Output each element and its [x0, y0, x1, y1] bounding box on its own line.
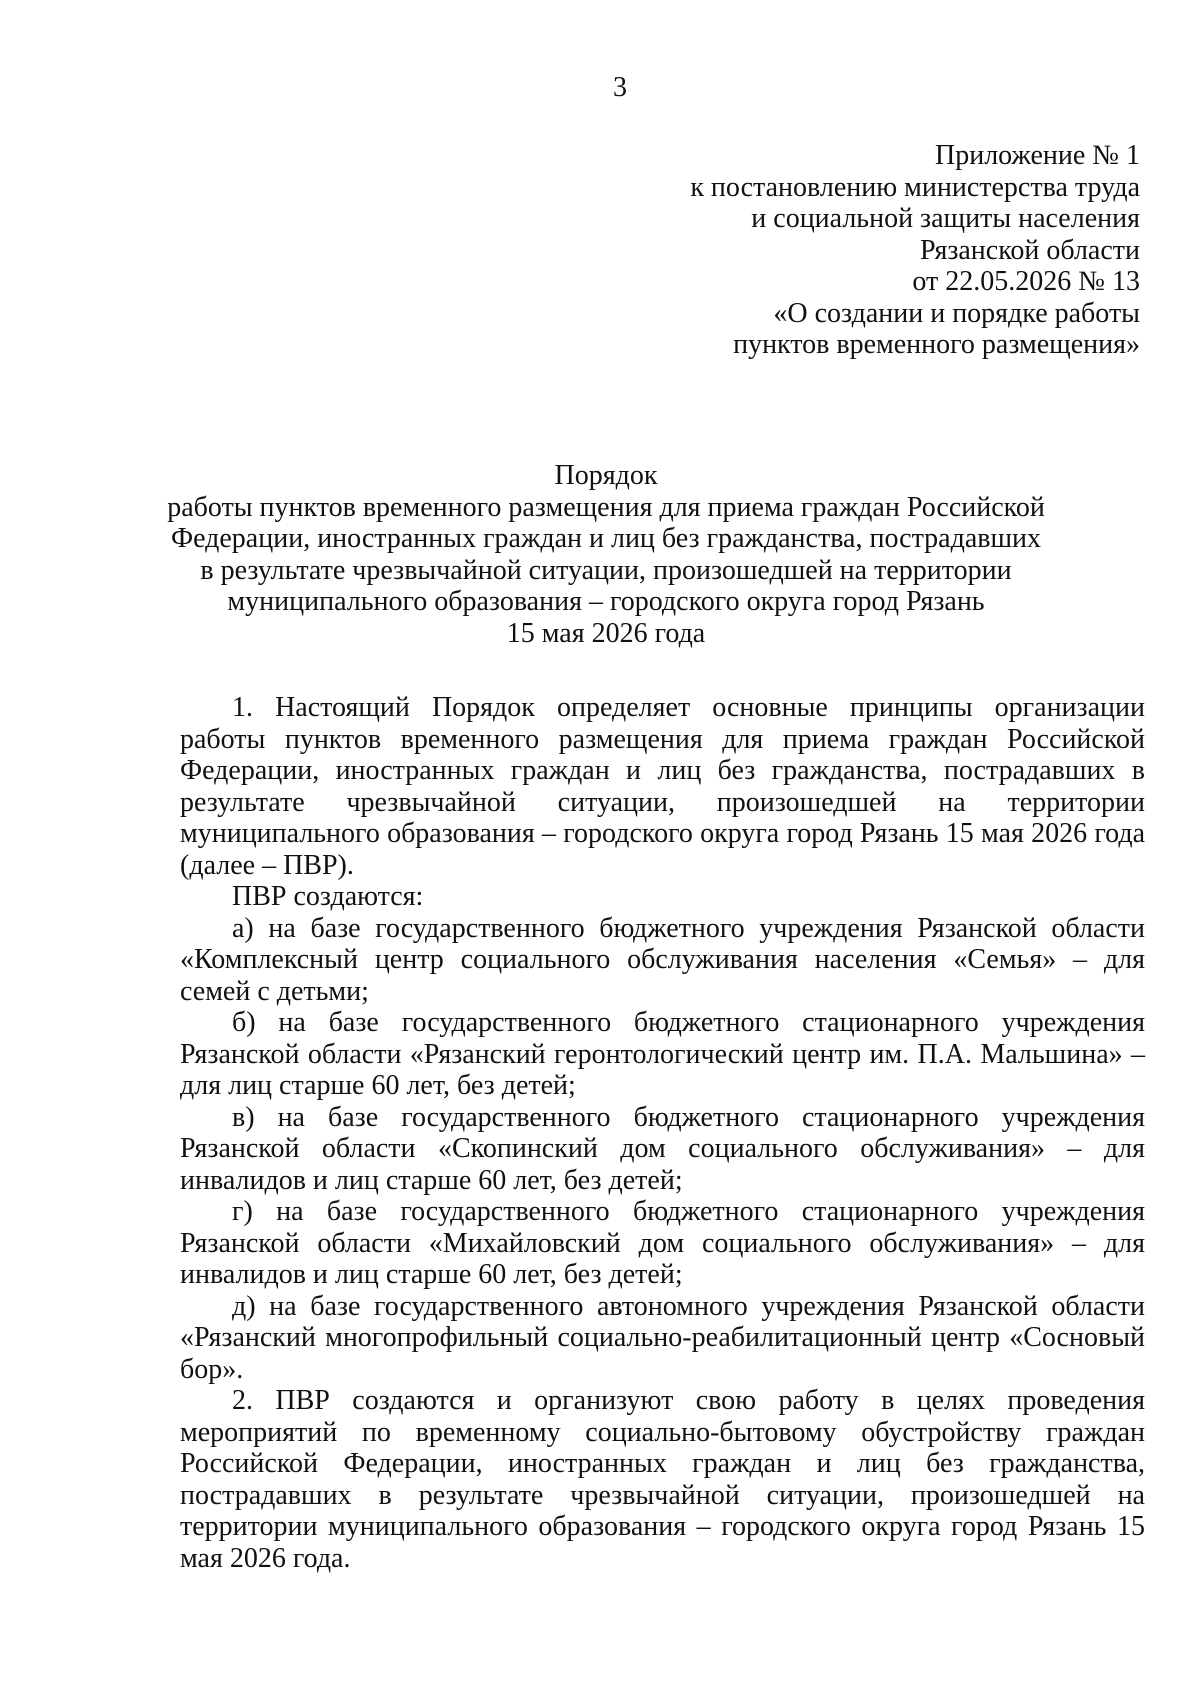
- title-line: Федерации, иностранных граждан и лиц без гражданства, пострадавших: [170, 523, 1042, 554]
- title-line: работы пунктов временного размещения для приема граждан Российской: [167, 491, 1045, 523]
- title-line: в результате чрезвычайной ситуации, произошедшей на территории: [200, 554, 1012, 586]
- list-item-g: г) на базе государственного бюджетного стационарного учреждения Рязанской области «Михайловский дом социального обслуживания» – для инвалидов и лиц старше 60 лет, без детей;: [180, 1196, 1145, 1290]
- list-item-v: в) на базе государственного бюджетного стационарного учреждения Рязанской области «Скопинский дом социального обслуживания» – для инвалидов и лиц старше 60 лет, без детей;: [180, 1101, 1145, 1196]
- appendix-line: от 22.05.2026 № 13: [912, 266, 1140, 297]
- appendix-line: пунктов временного размещения»: [733, 329, 1140, 360]
- title-heading: Порядок: [554, 460, 658, 491]
- list-item-d: д) на базе государственного автономного учреждения Рязанской области «Рязанский многопрофильный социально-реабилитационный центр «Сосновый бор».: [180, 1290, 1145, 1385]
- appendix-line: Приложение № 1: [935, 140, 1140, 171]
- page-number: 3: [613, 72, 627, 103]
- document-title: [160, 460, 1052, 649]
- title-line: 15 мая 2026 года: [506, 617, 706, 649]
- title-line: муниципального образования – городского округа город Рязань: [227, 586, 985, 617]
- paragraph-1: 1. Настоящий Порядок определяет основные принципы организации работы пунктов временного размещения для приема граждан Российской Федерации, иностранных граждан и лиц без гражданства, пострадавших в результате чрезвычайной ситуации, произошедшей на территории муниципального образования – городского округа город Рязань 15 мая 2026 года (далее – ПВР).: [180, 692, 1145, 881]
- paragraph-pvr-intro: ПВР создаются:: [232, 881, 424, 912]
- paragraph-2: 2. ПВР создаются и организуют свою работу в целях проведения мероприятий по временному социально-бытовому обустройству граждан Российской Федерации, иностранных граждан и лиц без гражданства, пострадавших в результате чрезвычайной ситуации, произошедшей на территории муниципального образования – городского округа город Рязань 15 мая 2026 года.: [180, 1385, 1145, 1574]
- appendix-line: и социальной защиты населения: [751, 203, 1140, 234]
- appendix-line: к постановлению министерства труда: [690, 171, 1140, 203]
- appendix-header: [580, 140, 1140, 361]
- appendix-line: «О создании и порядке работы: [773, 297, 1140, 329]
- appendix-line: Рязанской области: [919, 234, 1140, 266]
- document-body: [180, 692, 1145, 1574]
- list-item-a: а) на базе государственного бюджетного учреждения Рязанской области «Комплексный центр социального обслуживания населения «Семья» – для семей с детьми;: [180, 912, 1145, 1007]
- list-item-b: б) на базе государственного бюджетного стационарного учреждения Рязанской области «Рязанский геронтологический центр им. П.А. Мальшина» – для лиц старше 60 лет, без детей;: [180, 1007, 1145, 1101]
